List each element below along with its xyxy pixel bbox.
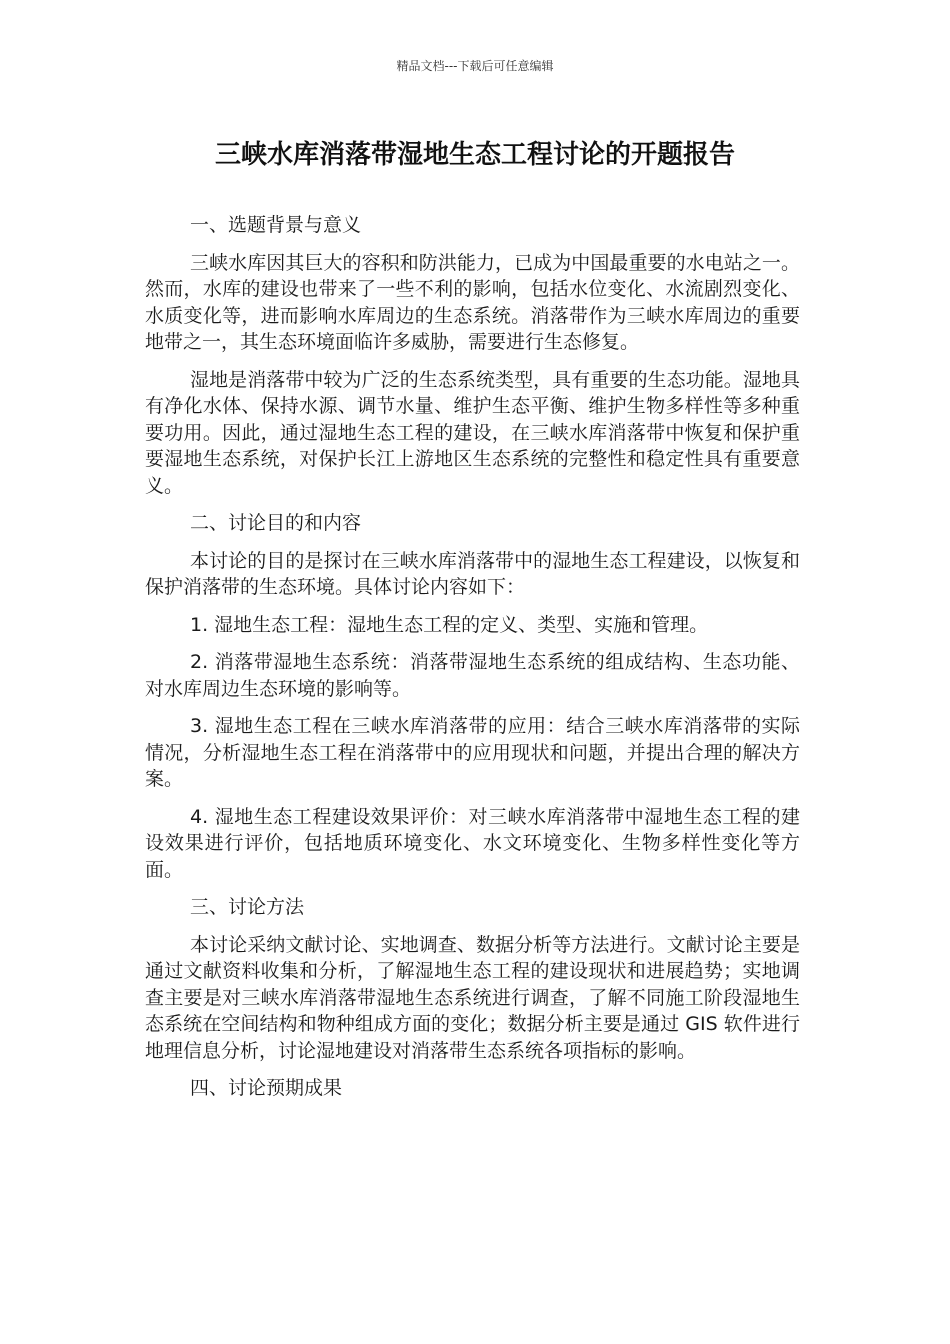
paragraph: 本讨论的目的是探讨在三峡水库消落带中的湿地生态工程建设，以恢复和保护消落带的生态环境。具体讨论内容如下：: [145, 549, 800, 598]
paragraph: 湿地是消落带中较为广泛的生态系统类型，具有重要的生态功能。湿地具有净化水体、保持水源、调节水量、维护生态平衡、维护生物多样性等多种重要功用。因此，通过湿地生态工程的建设，在三峡水库消落带中恢复和保护重要湿地生态系统，对保护长江上游地区生态系统的完整性和稳定性具有重要意义。: [145, 368, 800, 497]
section-heading-background: 一、选题背景与意义: [190, 214, 362, 236]
list-item: 1. 湿地生态工程：湿地生态工程的定义、类型、实施和管理。: [190, 613, 709, 636]
header-note: 精品文档---下载后可任意编辑: [396, 59, 554, 73]
section-heading-expected-results: 四、讨论预期成果: [190, 1077, 343, 1099]
paragraph: 三峡水库因其巨大的容积和防洪能力，已成为中国最重要的水电站之一。然而，水库的建设也带来了一些不利的影响，包括水位变化、水流剧烈变化、水质变化等，进而影响水库周边的生态系统。消落带作为三峡水库周边的重要地带之一，其生态环境面临许多威胁，需要进行生态修复。: [145, 251, 800, 353]
paragraph: 本讨论采纳文献讨论、实地调查、数据分析等方法进行。文献讨论主要是通过文献资料收集和分析，了解湿地生态工程的建设现状和进展趋势；实地调查主要是对三峡水库消落带湿地生态系统进行调查，了解不同施工阶段湿地生态系统在空间结构和物种组成方面的变化；数据分析主要是通过 GIS 软件进行地理信息分析，讨论湿地建设对消落带生态系统各项指标的影响。: [145, 933, 800, 1062]
section-heading-methods: 三、讨论方法: [190, 896, 305, 918]
list-item: 4. 湿地生态工程建设效果评价：对三峡水库消落带中湿地生态工程的建设效果进行评价，包括地质环境变化、水文环境变化、生物多样性变化等方面。: [145, 805, 800, 881]
list-item: 3. 湿地生态工程在三峡水库消落带的应用：结合三峡水库消落带的实际情况，分析湿地生态工程在消落带中的应用现状和问题，并提出合理的解决方案。: [145, 715, 800, 790]
document-body: [145, 212, 800, 1113]
document-title: 三峡水库消落带湿地生态工程讨论的开题报告: [214, 140, 735, 170]
list-item: 2. 消落带湿地生态系统：消落带湿地生态系统的组成结构、生态功能、对水库周边生态环境的影响等。: [145, 651, 800, 700]
section-heading-goals: 二、讨论目的和内容: [190, 512, 362, 534]
